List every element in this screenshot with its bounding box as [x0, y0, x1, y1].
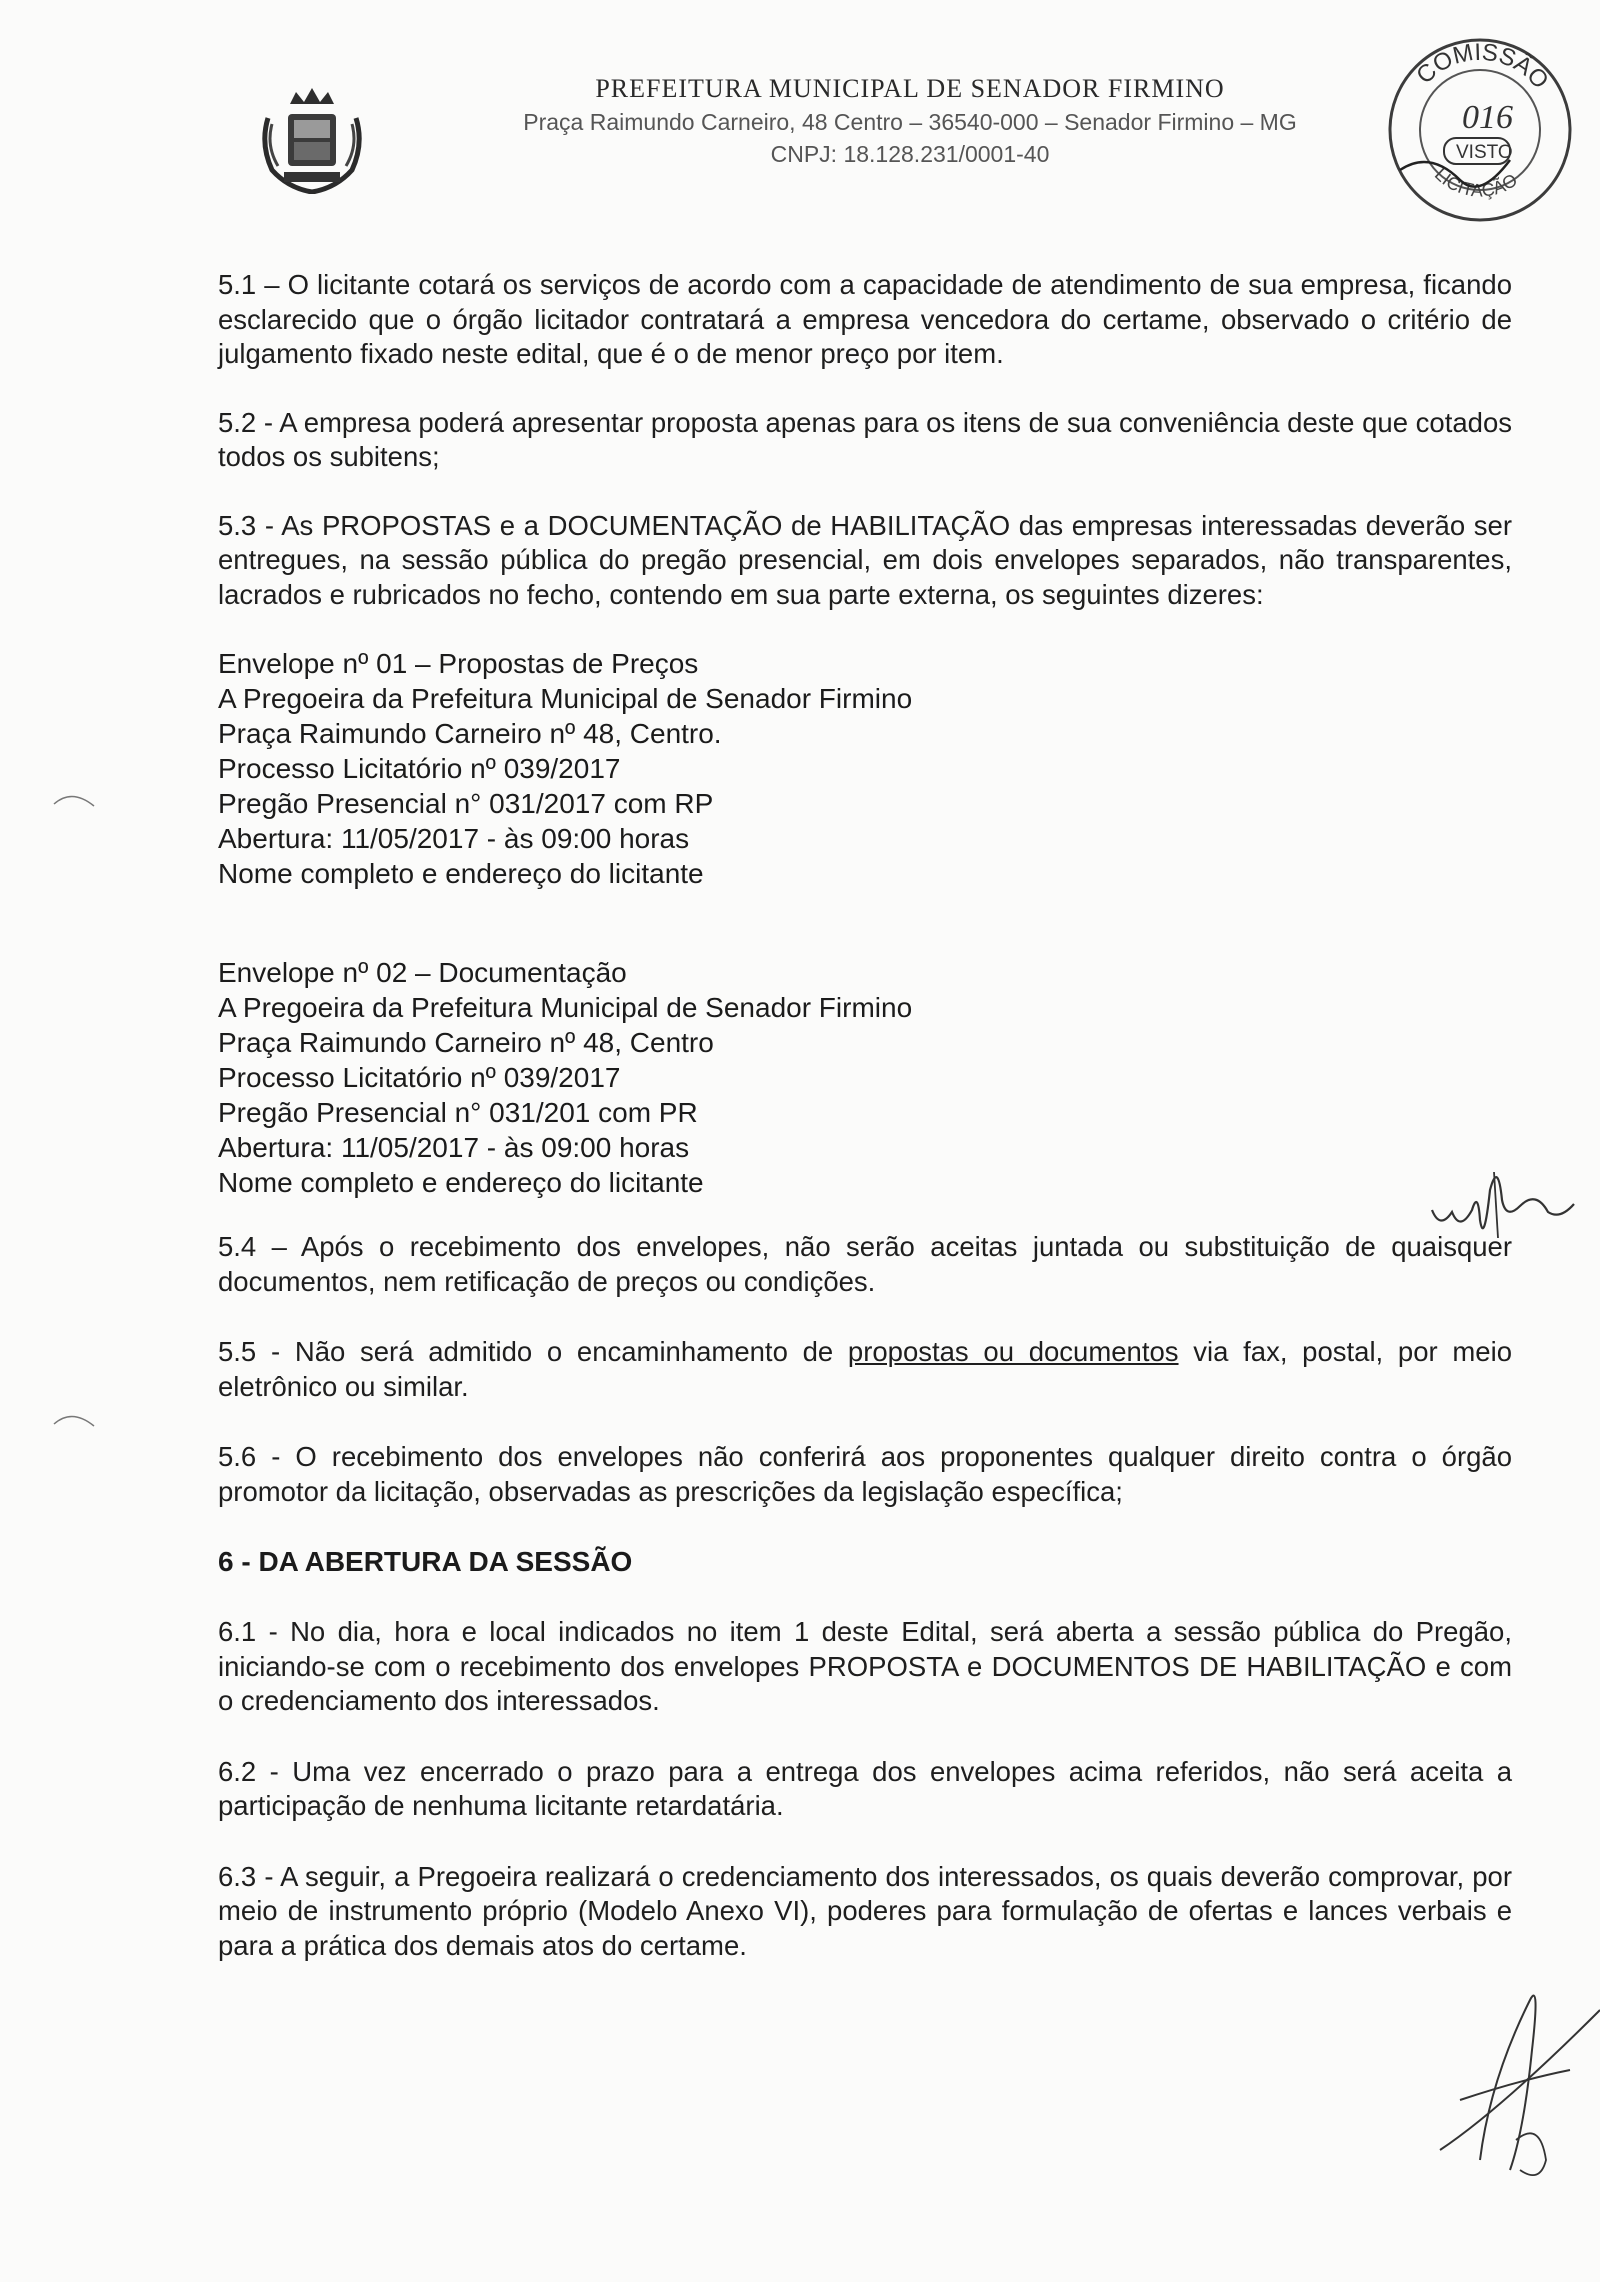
underlined-phrase: propostas ou documentos — [847, 1336, 1179, 1367]
letterhead-title: PREFEITURA MUNICIPAL DE SENADOR FIRMINO — [595, 74, 1225, 103]
envelope-2-line: Nome completo e endereço do licitante — [218, 1167, 704, 1198]
svg-text:COMISSÃO: COMISSÃO — [1411, 38, 1554, 95]
paragraph-5-3: 5.3 - As PROPOSTAS e a DOCUMENTAÇÃO de HABILITAÇÃO das empresas interessadas deverão ser entregues, na sessão pública do pregão presencial, em dois envelopes separados, não transparentes, lacrados e rubricados no fecho, contendo em sua parte externa, os seguintes dizeres: — [218, 509, 1512, 610]
letterhead — [430, 72, 1390, 170]
handwritten-signature — [1420, 1960, 1600, 2190]
envelope-2-line: A Pregoeira da Prefeitura Municipal de Senador Firmino — [218, 992, 913, 1023]
municipal-crest-icon — [258, 84, 366, 194]
svg-text:VISTO: VISTO — [1456, 142, 1513, 163]
envelope-1-line: Nome completo e endereço do licitante — [218, 858, 704, 889]
paragraph-6-1: 6.1 - No dia, hora e local indicados no item 1 deste Edital, será aberta a sessão pública do Pregão, iniciando-se com o recebimento dos envelopes PROPOSTA e DOCUMENTOS DE HABILITAÇÃO e com o credenciamento dos interessados. — [218, 1616, 1512, 1716]
envelope-1-line: Processo Licitatório nº 039/2017 — [218, 753, 621, 784]
envelope-2-line: Abertura: 11/05/2017 - às 09:00 horas — [218, 1132, 690, 1163]
svg-text:LICITAÇÃO: LICITAÇÃO — [1430, 164, 1521, 201]
paragraph-5-5: 5.5 - Não será admitido o encaminhamento de propostas ou documentos via fax, postal, por meio eletrônico ou similar. — [218, 1336, 1512, 1402]
envelope-2-line: Envelope nº 02 – Documentação — [218, 957, 627, 988]
letterhead-cnpj: CNPJ: 18.128.231/0001-40 — [770, 141, 1050, 167]
document-body — [218, 268, 1512, 1963]
paragraph-5-1: 5.1 – O licitante cotará os serviços de acordo com a capacidade de atendimento de sua empresa, ficando esclarecido que o órgão licitador contratará a empresa vencedora do certame, observado o critério de julgamento fixado neste edital, que é o de menor preço por item. — [218, 269, 1512, 369]
paragraph-6-3: 6.3 - A seguir, a Pregoeira realizará o credenciamento dos interessados, os quais deverão comprovar, por meio de instrumento próprio (Modelo Anexo VI), poderes para formulação de ofertas e lances verbais e para a prática dos demais atos do certame. — [218, 1860, 1512, 1961]
envelope-1-line: Abertura: 11/05/2017 - às 09:00 horas — [218, 823, 690, 854]
margin-mark — [52, 790, 96, 810]
envelope-2-line: Praça Raimundo Carneiro nº 48, Centro — [218, 1027, 714, 1058]
envelope-2-line: Pregão Presencial n° 031/201 com PR — [218, 1097, 698, 1128]
paragraph-5-6: 5.6 - O recebimento dos envelopes não conferirá aos proponentes qualquer direito contra o órgão promotor da licitação, observadas as prescrições da legislação específica; — [218, 1441, 1512, 1507]
paragraph-6-2: 6.2 - Uma vez encerrado o prazo para a entrega dos envelopes acima referidos, não será aceita a participação de nenhuma licitante retardatária. — [218, 1755, 1512, 1821]
margin-mark — [52, 1410, 96, 1430]
envelope-1-line: Envelope nº 01 – Propostas de Preços — [218, 648, 699, 679]
section-6-heading: 6 - DA ABERTURA DA SESSÃO — [218, 1546, 633, 1577]
envelope-1-line: Pregão Presencial n° 031/2017 com RP — [218, 788, 714, 819]
envelope-2-line: Processo Licitatório nº 039/2017 — [218, 1062, 621, 1093]
envelope-1-line: Praça Raimundo Carneiro nº 48, Centro. — [218, 718, 722, 749]
handwritten-initials — [1428, 1150, 1578, 1250]
envelope-1-block — [218, 646, 1512, 891]
envelope-2-block — [218, 955, 1512, 1200]
letterhead-address: Praça Raimundo Carneiro, 48 Centro – 36540-000 – Senador Firmino – MG — [523, 109, 1297, 135]
commission-stamp — [1380, 30, 1580, 230]
paragraph-5-4: 5.4 – Após o recebimento dos envelopes, não serão aceitas juntada ou substituição de quaisquer documentos, nem retificação de preços ou condições. — [218, 1231, 1512, 1297]
svg-text:016: 016 — [1462, 99, 1513, 136]
paragraph-5-2: 5.2 - A empresa poderá apresentar proposta apenas para os itens de sua conveniência deste que cotados todos os subitens; — [218, 406, 1512, 472]
envelope-1-line: A Pregoeira da Prefeitura Municipal de Senador Firmino — [218, 683, 913, 714]
